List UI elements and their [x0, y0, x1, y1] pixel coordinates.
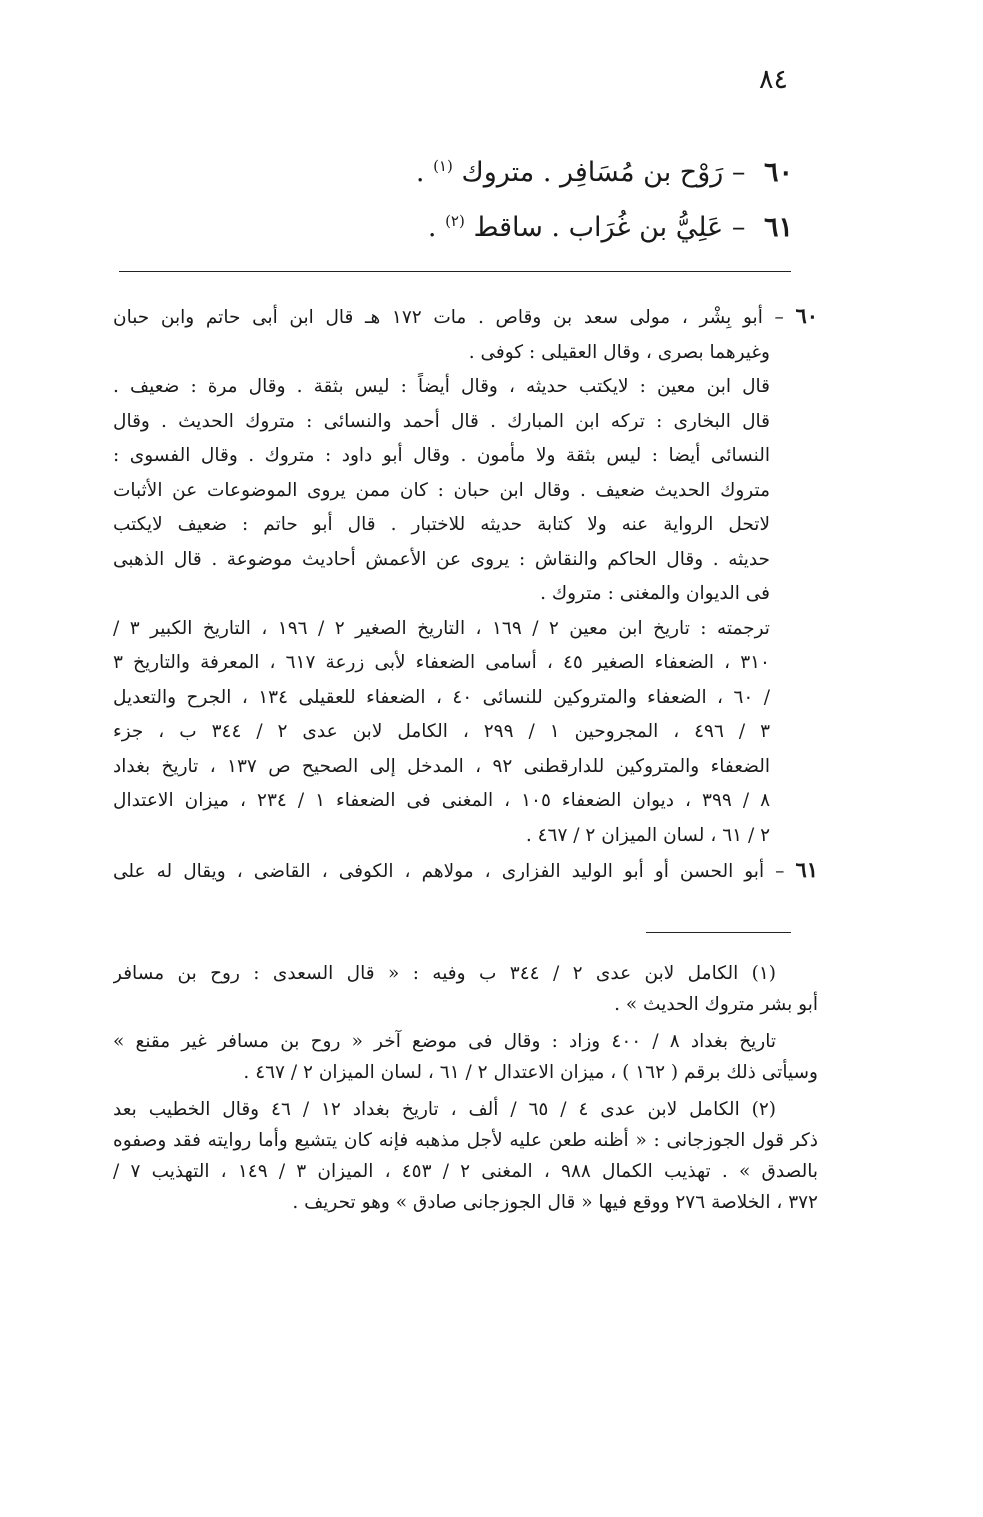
footnote-ref: (١): [433, 157, 453, 175]
entry-60: [393, 142, 793, 197]
footnote-line: (١) الكامل لابن عدى ٢ / ٣٤٤ ب وفيه : « قال السعدى : روح بن مسافر: [113, 963, 776, 984]
note-line: النسائى أيضا : ليس بثقة ولا مأمون . وقال أبو داود : متروك . وقال الفسوى :: [113, 445, 770, 466]
footnote-line: تاريخ بغداد ٨ / ٤٠٠ وزاد : وقال فى موضع آخر « روح بن مسافر غير مقنع »: [113, 1031, 777, 1052]
section-divider: [119, 271, 791, 272]
note-line: وغيرهما بصرى ، وقال العقيلى : كوفى .: [468, 341, 770, 363]
entry-text: – عَلِيُّ بن غُرَاب . ساقط: [473, 212, 746, 243]
biographical-notes: [113, 299, 818, 890]
note-line: متروك الحديث ضعيف . وقال ابن حبان : كان ممن يروى الموضوعات عن الأثبات: [113, 479, 770, 501]
note-line: لاتحل الرواية عنه ولا كتابة حديثه للاختبار . قال أبو حاتم : ضعيف لايكتب: [113, 514, 770, 535]
footnote-ref: (٢): [445, 212, 465, 230]
main-entries: [393, 142, 793, 252]
note-number: ٦٠: [795, 303, 818, 328]
entry-number: ٦٠: [763, 157, 793, 188]
entry-end: .: [427, 212, 437, 243]
footnote-line: (٢) الكامل لابن عدى ٤ / ٦٥ / ألف ، تاريخ بغداد ١٢ / ٤٦ وقال الخطيب بعد: [113, 1099, 776, 1120]
footnote-line: أبو بشر متروك الحديث » .: [614, 994, 818, 1015]
note-line: حديثه . وقال الحاكم والنقاش : يروى عن الأعمش أحاديث موضوعة . قال الذهبى: [113, 548, 770, 570]
note-line: ٣١٠ ، الضعفاء الصغير ٤٥ ، أسامى الضعفاء لأبى زرعة ٦١٧ ، المعرفة والتاريخ ٣: [113, 652, 770, 673]
note-line: ترجمته : تاريخ ابن معين ٢ / ١٦٩ ، التاريخ الصغير ٢ / ١٩٦ ، التاريخ الكبير ٣ /: [113, 617, 770, 639]
footnote-line: ٣٧٢ ، الخلاصة ٢٧٦ ووقع فيها « قال الجوزجانى صادق » وهو تحريف .: [292, 1192, 818, 1213]
note-number: ٦١: [795, 857, 818, 882]
note-line: ٦٠ – أبو بِشْر ، مولى سعد بن وقاص . مات ١٧٢ هـ قال ابن أبى حاتم وابن حبان: [113, 303, 818, 328]
page-number: ٨٤: [758, 64, 788, 95]
note-line: / ٦٠ ، الضعفاء والمتروكين للنسائى ٤٠ ، الضعفاء للعقيلى ١٣٤ ، الجرح والتعديل: [113, 686, 771, 708]
entry-number: ٦١: [763, 212, 793, 243]
note-line: ٢ / ٦١ ، لسان الميزان ٢ / ٤٦٧ .: [525, 824, 770, 846]
note-line: ٣ / ٤٩٦ ، المجروحين ١ / ٢٩٩ ، الكامل لابن عدى ٢ / ٣٤٤ ب ، جزء: [113, 721, 771, 742]
note-line: ٦١ – أبو الحسن أو أبو الوليد الفزارى ، مولاهم ، الكوفى ، القاضى ، ويقال له على: [113, 857, 818, 882]
entry-text: – رَوْح بن مُسَافِر . متروك: [461, 157, 746, 188]
note-line: ٨ / ٣٩٩ ، ديوان الضعفاء ١٠٥ ، المغنى فى الضعفاء ١ / ٢٣٤ ، ميزان الاعتدال: [113, 790, 771, 811]
footnote-divider: [646, 932, 791, 933]
entry-end: .: [415, 157, 425, 188]
entry-61: [393, 197, 793, 252]
footnotes: [113, 958, 818, 1218]
note-line: فى الديوان والمغنى : متروك .: [540, 583, 770, 604]
note-line: قال البخارى : تركه ابن المبارك . قال أحمد والنسائى : متروك الحديث . وقال: [113, 410, 770, 432]
footnote-line: ذكر قول الجوزجانى : « أظنه طعن عليه لأجل مذهبه فإنه كان يتشيع وأما روايته فقد وصفوه: [113, 1130, 818, 1151]
footnote-line: بالصدق » . تهذيب الكمال ٩٨٨ ، المغنى ٢ / ٤٥٣ ، الميزان ٣ / ١٤٩ ، التهذيب ٧ /: [113, 1161, 818, 1182]
note-line: قال ابن معين : لايكتب حديثه ، وقال أيضاً : ليس بثقة . وقال مرة : ضعيف .: [113, 376, 770, 397]
note-line: الضعفاء والمتروكين للدارقطنى ٩٢ ، المدخل إلى الصحيح ص ١٣٧ ، تاريخ بغداد: [113, 755, 771, 777]
footnote-line: وسيأتى ذلك برقم ( ١٦٢ ) ، ميزان الاعتدال ٢ / ٦١ ، لسان الميزان ٢ / ٤٦٧ .: [243, 1062, 818, 1083]
